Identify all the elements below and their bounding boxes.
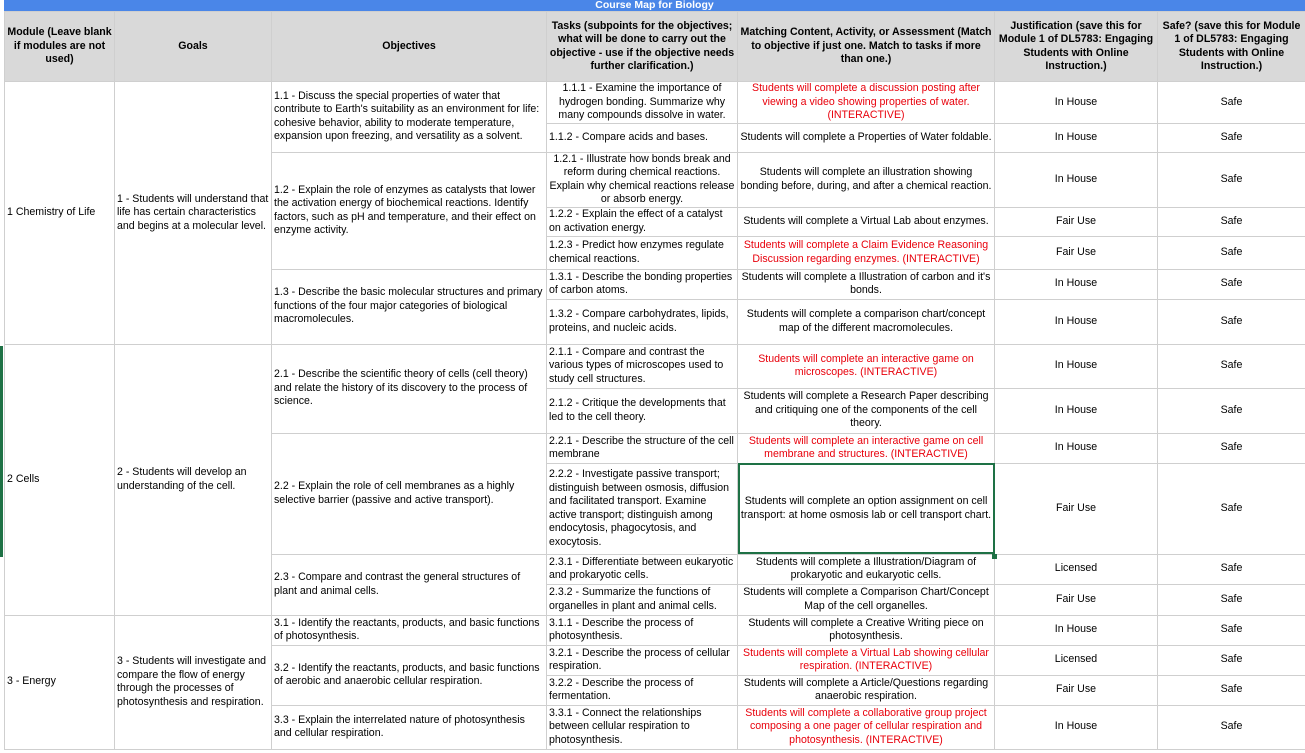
task-cell[interactable]: 1.2.3 - Predict how enzymes regulate chemical reactions. — [547, 236, 738, 269]
safe-cell[interactable]: Safe — [1158, 584, 1305, 615]
safe-cell[interactable]: Safe — [1158, 388, 1305, 433]
objective-cell[interactable]: 3.1 - Identify the reactants, products, and basic functions of photosynthesis. — [272, 615, 547, 645]
justification-cell[interactable]: Fair Use — [995, 675, 1158, 705]
task-cell[interactable]: 2.1.1 - Compare and contrast the various types of microscopes used to study cell structures. — [547, 344, 738, 388]
safe-cell[interactable]: Safe — [1158, 433, 1305, 463]
task-cell[interactable]: 3.2.2 - Describe the process of fermentation. — [547, 675, 738, 705]
objective-cell[interactable]: 3.3 - Explain the interrelated nature of photosynthesis and cellular respiration. — [272, 705, 547, 749]
content-cell[interactable]: Students will complete a Research Paper describing and critiquing one of the components of the cell theory. — [738, 388, 995, 433]
safe-cell[interactable]: Safe — [1158, 705, 1305, 749]
safe-cell[interactable]: Safe — [1158, 152, 1305, 207]
objective-cell[interactable]: 1.3 - Describe the basic molecular structures and primary functions of the four major categories of biological macromolecules. — [272, 269, 547, 344]
module-cell[interactable]: 1 Chemistry of Life — [5, 82, 115, 345]
content-cell[interactable]: Students will complete a comparison chart/concept map of the different macromolecules. — [738, 299, 995, 344]
task-cell[interactable]: 1.1.2 - Compare acids and bases. — [547, 123, 738, 152]
justification-cell[interactable]: In House — [995, 299, 1158, 344]
task-cell[interactable]: 2.3.2 - Summarize the functions of organelles in plant and animal cells. — [547, 584, 738, 615]
task-cell[interactable]: 2.1.2 - Critique the developments that led to the cell theory. — [547, 388, 738, 433]
safe-cell[interactable]: Safe — [1158, 554, 1305, 584]
objective-cell[interactable]: 2.2 - Explain the role of cell membranes as a highly selective barrier (passive and active transport). — [272, 433, 547, 554]
task-cell[interactable]: 3.2.1 - Describe the process of cellular respiration. — [547, 645, 738, 675]
content-cell[interactable]: Students will complete an illustration showing bonding before, during, and after a chemical reaction. — [738, 152, 995, 207]
table-row — [5, 615, 1305, 645]
task-cell[interactable]: 2.2.1 - Describe the structure of the cell membrane — [547, 433, 738, 463]
justification-cell[interactable]: In House — [995, 82, 1158, 124]
task-cell[interactable]: 1.1.1 - Examine the importance of hydrogen bonding. Summarize why many compounds dissolve in water. — [547, 82, 738, 124]
justification-cell[interactable]: Fair Use — [995, 207, 1158, 236]
goal-cell[interactable]: 3 - Students will investigate and compare the flow of energy through the processes of photosynthesis and respiration. — [115, 615, 272, 749]
header-goals[interactable]: Goals — [115, 12, 272, 82]
content-cell-selected[interactable]: Students will complete an option assignment on cell transport: at home osmosis lab or cell transport chart. — [738, 463, 995, 554]
content-cell[interactable]: Students will complete an interactive game on microscopes. (INTERACTIVE) — [738, 344, 995, 388]
safe-cell[interactable]: Safe — [1158, 344, 1305, 388]
justification-cell[interactable]: In House — [995, 344, 1158, 388]
justification-cell[interactable]: Fair Use — [995, 236, 1158, 269]
content-cell[interactable]: Students will complete a Illustration of carbon and it's bonds. — [738, 269, 995, 299]
header-justification[interactable]: Justification (save this for Module 1 of DL5783: Engaging Students with Online Instruction.) — [995, 12, 1158, 82]
task-cell[interactable]: 1.3.1 - Describe the bonding properties of carbon atoms. — [547, 269, 738, 299]
justification-cell[interactable]: In House — [995, 705, 1158, 749]
safe-cell[interactable]: Safe — [1158, 299, 1305, 344]
content-cell[interactable]: Students will complete a collaborative group project composing a one pager of cellular respiration and photosynthesis. (INTERACTIVE) — [738, 705, 995, 749]
task-cell[interactable]: 1.3.2 - Compare carbohydrates, lipids, proteins, and nucleic acids. — [547, 299, 738, 344]
content-cell[interactable]: Students will complete a Virtual Lab about enzymes. — [738, 207, 995, 236]
task-cell[interactable]: 2.2.2 - Investigate passive transport; distinguish between osmosis, diffusion and facilitated transport. Examine active transport; distinguish among endocytosis, phagocytosis, and exocytosis. — [547, 463, 738, 554]
content-cell[interactable]: Students will complete a discussion posting after viewing a video showing properties of water. (INTERACTIVE) — [738, 82, 995, 124]
sheet-title[interactable]: Course Map for Biology — [4, 0, 1305, 11]
justification-cell[interactable]: In House — [995, 433, 1158, 463]
safe-cell[interactable]: Safe — [1158, 675, 1305, 705]
content-cell[interactable]: Students will complete a Virtual Lab showing cellular respiration. (INTERACTIVE) — [738, 645, 995, 675]
table-row — [5, 82, 1305, 124]
content-cell[interactable]: Students will complete a Creative Writing piece on photosynthesis. — [738, 615, 995, 645]
module-cell[interactable]: 2 Cells — [5, 344, 115, 615]
header-safe[interactable]: Safe? (save this for Module 1 of DL5783: Engaging Students with Online Instruction.) — [1158, 12, 1305, 82]
justification-cell[interactable]: Fair Use — [995, 584, 1158, 615]
content-cell[interactable]: Students will complete a Article/Questions regarding anaerobic respiration. — [738, 675, 995, 705]
goal-cell[interactable]: 1 - Students will understand that life has certain characteristics and begins at a molecular level. — [115, 82, 272, 345]
justification-cell[interactable]: Fair Use — [995, 463, 1158, 554]
content-cell[interactable]: Students will complete a Illustration/Diagram of prokaryotic and eukaryotic cells. — [738, 554, 995, 584]
safe-cell[interactable]: Safe — [1158, 123, 1305, 152]
safe-cell[interactable]: Safe — [1158, 463, 1305, 554]
goal-cell[interactable]: 2 - Students will develop an understanding of the cell. — [115, 344, 272, 615]
justification-cell[interactable]: In House — [995, 123, 1158, 152]
header-tasks[interactable]: Tasks (subpoints for the objectives; what will be done to carry out the objective - use if the objective needs further clarification.) — [547, 12, 738, 82]
task-cell[interactable]: 1.2.2 - Explain the effect of a catalyst on activation energy. — [547, 207, 738, 236]
header-module[interactable]: Module (Leave blank if modules are not used) — [5, 12, 115, 82]
safe-cell[interactable]: Safe — [1158, 207, 1305, 236]
task-cell[interactable]: 3.1.1 - Describe the process of photosynthesis. — [547, 615, 738, 645]
header-content[interactable]: Matching Content, Activity, or Assessment (Match to objective if just one. Match to tasks if more than one.) — [738, 12, 995, 82]
row-selection-indicator — [0, 346, 3, 557]
header-row — [5, 12, 1305, 82]
content-cell[interactable]: Students will complete a Comparison Chart/Concept Map of the cell organelles. — [738, 584, 995, 615]
justification-cell[interactable]: In House — [995, 269, 1158, 299]
table-row — [5, 344, 1305, 388]
justification-cell[interactable]: Licensed — [995, 645, 1158, 675]
safe-cell[interactable]: Safe — [1158, 82, 1305, 124]
task-cell[interactable]: 1.2.1 - Illustrate how bonds break and reform during chemical reactions. Explain why chemical reactions release or absorb energy. — [547, 152, 738, 207]
justification-cell[interactable]: Licensed — [995, 554, 1158, 584]
objective-cell[interactable]: 2.1 - Describe the scientific theory of cells (cell theory) and relate the history of its discovery to the process of science. — [272, 344, 547, 433]
safe-cell[interactable]: Safe — [1158, 269, 1305, 299]
header-objectives[interactable]: Objectives — [272, 12, 547, 82]
task-cell[interactable]: 2.3.1 - Differentiate between eukaryotic and prokaryotic cells. — [547, 554, 738, 584]
safe-cell[interactable]: Safe — [1158, 645, 1305, 675]
selection-fill-handle[interactable] — [992, 554, 997, 559]
safe-cell[interactable]: Safe — [1158, 615, 1305, 645]
task-cell[interactable]: 3.3.1 - Connect the relationships between cellular respiration to photosynthesis. — [547, 705, 738, 749]
justification-cell[interactable]: In House — [995, 388, 1158, 433]
content-cell[interactable]: Students will complete a Claim Evidence Reasoning Discussion regarding enzymes. (INTERACTIVE) — [738, 236, 995, 269]
safe-cell[interactable]: Safe — [1158, 236, 1305, 269]
module-cell[interactable]: 3 - Energy — [5, 615, 115, 749]
justification-cell[interactable]: In House — [995, 152, 1158, 207]
objective-cell[interactable]: 1.1 - Discuss the special properties of water that contribute to Earth's suitability as an environment for life: cohesive behavior, ability to moderate temperature, expansion upon freezing, and versatility as a solvent. — [272, 82, 547, 153]
justification-cell[interactable]: In House — [995, 615, 1158, 645]
objective-cell[interactable]: 3.2 - Identify the reactants, products, and basic functions of aerobic and anaerobic cellular respiration. — [272, 645, 547, 705]
content-cell[interactable]: Students will complete a Properties of Water foldable. — [738, 123, 995, 152]
objective-cell[interactable]: 1.2 - Explain the role of enzymes as catalysts that lower the activation energy of biochemical reactions. Identify factors, such as pH and temperature, and their effect on enzyme activity. — [272, 152, 547, 269]
course-map-table — [4, 11, 1305, 750]
objective-cell[interactable]: 2.3 - Compare and contrast the general structures of plant and animal cells. — [272, 554, 547, 615]
content-cell[interactable]: Students will complete an interactive game on cell membrane and structures. (INTERACTIVE) — [738, 433, 995, 463]
